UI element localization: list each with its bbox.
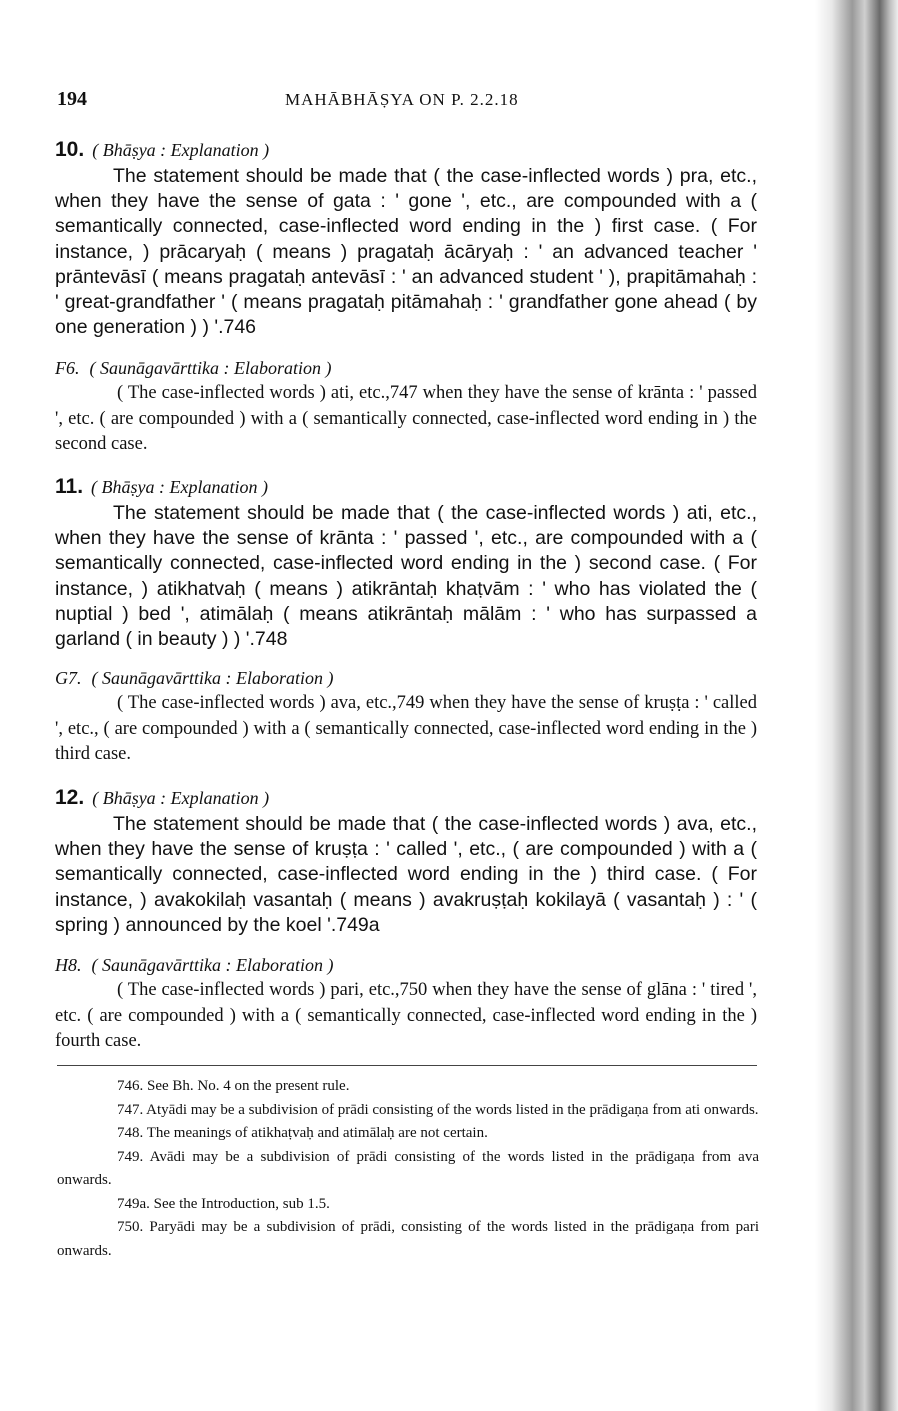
footnote-749: 749. Avādi may be a subdivision of prādi consisting of the words listed in the prādigaṇa from ava onwards. xyxy=(57,1148,759,1188)
section-11 xyxy=(55,475,757,652)
section-h8 xyxy=(55,955,757,1055)
section-10 xyxy=(55,138,757,340)
footnote-747: 747. Atyādi may be a subdivision of prādi consisting of the words listed in the prādigaṇa from ati onwards. xyxy=(117,1101,759,1118)
section-text: The statement should be made that ( the case-inflected words ) pra, etc., when they have the sense of gata : ' gone ', etc., are compounded with a ( semantically connected, case-inflected word ending in the ) first case. ( For instance, ) prācaryaḥ ( means ) pragataḥ ācāryaḥ : ' an advanced teacher ' prāntevāsī ( means pragataḥ antevāsī : ' an advanced student ' ), prapitāmahaḥ : ' great-grandfather ' ( means pragataḥ pitāmahaḥ : ' grandfather gone ahead ( by one generation ) ) '.746 xyxy=(55,165,757,339)
section-title: ( Bhāṣya : Explanation ) xyxy=(92,788,270,808)
varttika-number: H8. xyxy=(55,955,82,975)
section-heading xyxy=(55,786,757,810)
section-text: The statement should be made that ( the case-inflected words ) ati, etc., when they have the sense of krānta : ' passed ', etc., are compounded with a ( semantically connected, case-inflected word ending in the ) second case. ( For instance, ) atikhatvaḥ ( means ) atikrāntaḥ khaṭvām : ' who has violated the ( nuptial ) bed ', atimālaḥ ( means atikrāntaḥ mālām : ' who has surpassed a garland ( in beauty ) ) '.748 xyxy=(55,502,757,651)
section-number: 11. xyxy=(55,475,84,498)
section-title: ( Bhāṣya : Explanation ) xyxy=(92,140,270,160)
footnote-749a: 749a. See the Introduction, sub 1.5. xyxy=(117,1195,330,1212)
section-title: ( Bhāṣya : Explanation ) xyxy=(91,477,269,497)
section-number: 10. xyxy=(55,138,85,161)
footnote-746: 746. See Bh. No. 4 on the present rule. xyxy=(117,1078,350,1094)
footnote-750: 750. Paryādi may be a subdivision of prādi, consisting of the words listed in the prādigaṇa from pari onwards. xyxy=(57,1219,759,1259)
page-edge-shadow xyxy=(815,0,898,1411)
page-number: 194 xyxy=(57,88,87,110)
section-12 xyxy=(55,786,757,938)
varttika-title: ( Saunāgavārttika : Elaboration ) xyxy=(89,358,332,378)
varttika-title: ( Saunāgavārttika : Elaboration ) xyxy=(91,668,334,688)
section-heading xyxy=(55,475,757,499)
varttika-heading xyxy=(55,668,757,689)
varttika-text: ( The case-inflected words ) ati, etc.,747 when they have the sense of krānta : ' passed ', etc. ( are compounded ) with a ( semantically connected, case-inflected word ending in ) the second case. xyxy=(55,383,757,454)
varttika-heading xyxy=(55,358,757,379)
varttika-text: ( The case-inflected words ) ava, etc.,749 when they have the sense of kruṣṭa : ' called ', etc., ( are compounded ) with a ( semantically connected, case-inflected word ending in the ) third case. xyxy=(55,693,757,764)
section-text: The statement should be made that ( the case-inflected words ) ava, etc., when they have the sense of kruṣṭa : ' called ', etc., ( are compounded ) with a ( semantically connected, case-inflected word ending in the ) third case. ( For instance, ) avakokilaḥ vasantaḥ ( means ) avakruṣṭaḥ kokilayā ( vasantaḥ ) : ' ( spring ) announced by the koel '.749a xyxy=(55,813,757,936)
varttika-number: G7. xyxy=(55,668,82,688)
section-number: 12. xyxy=(55,786,85,809)
varttika-text: ( The case-inflected words ) pari, etc.,750 when they have the sense of glāna : ' tired ', etc. ( are compounded ) with a ( semantically connected, case-inflected word ending in the ) fourth case. xyxy=(55,980,757,1051)
varttika-title: ( Saunāgavārttika : Elaboration ) xyxy=(91,955,334,975)
section-f6 xyxy=(55,358,757,458)
running-title: MAHĀBHĀṢYA ON P. 2.2.18 xyxy=(285,90,519,109)
section-g7 xyxy=(55,668,757,768)
footnote-rule xyxy=(57,1065,757,1066)
section-heading xyxy=(55,138,757,162)
page-header xyxy=(57,88,757,118)
varttika-number: F6. xyxy=(55,358,80,378)
footnote-748: 748. The meanings of atikhaṭvaḥ and atimālaḥ are not certain. xyxy=(117,1125,488,1141)
footnotes xyxy=(57,1075,759,1263)
varttika-heading xyxy=(55,955,757,976)
